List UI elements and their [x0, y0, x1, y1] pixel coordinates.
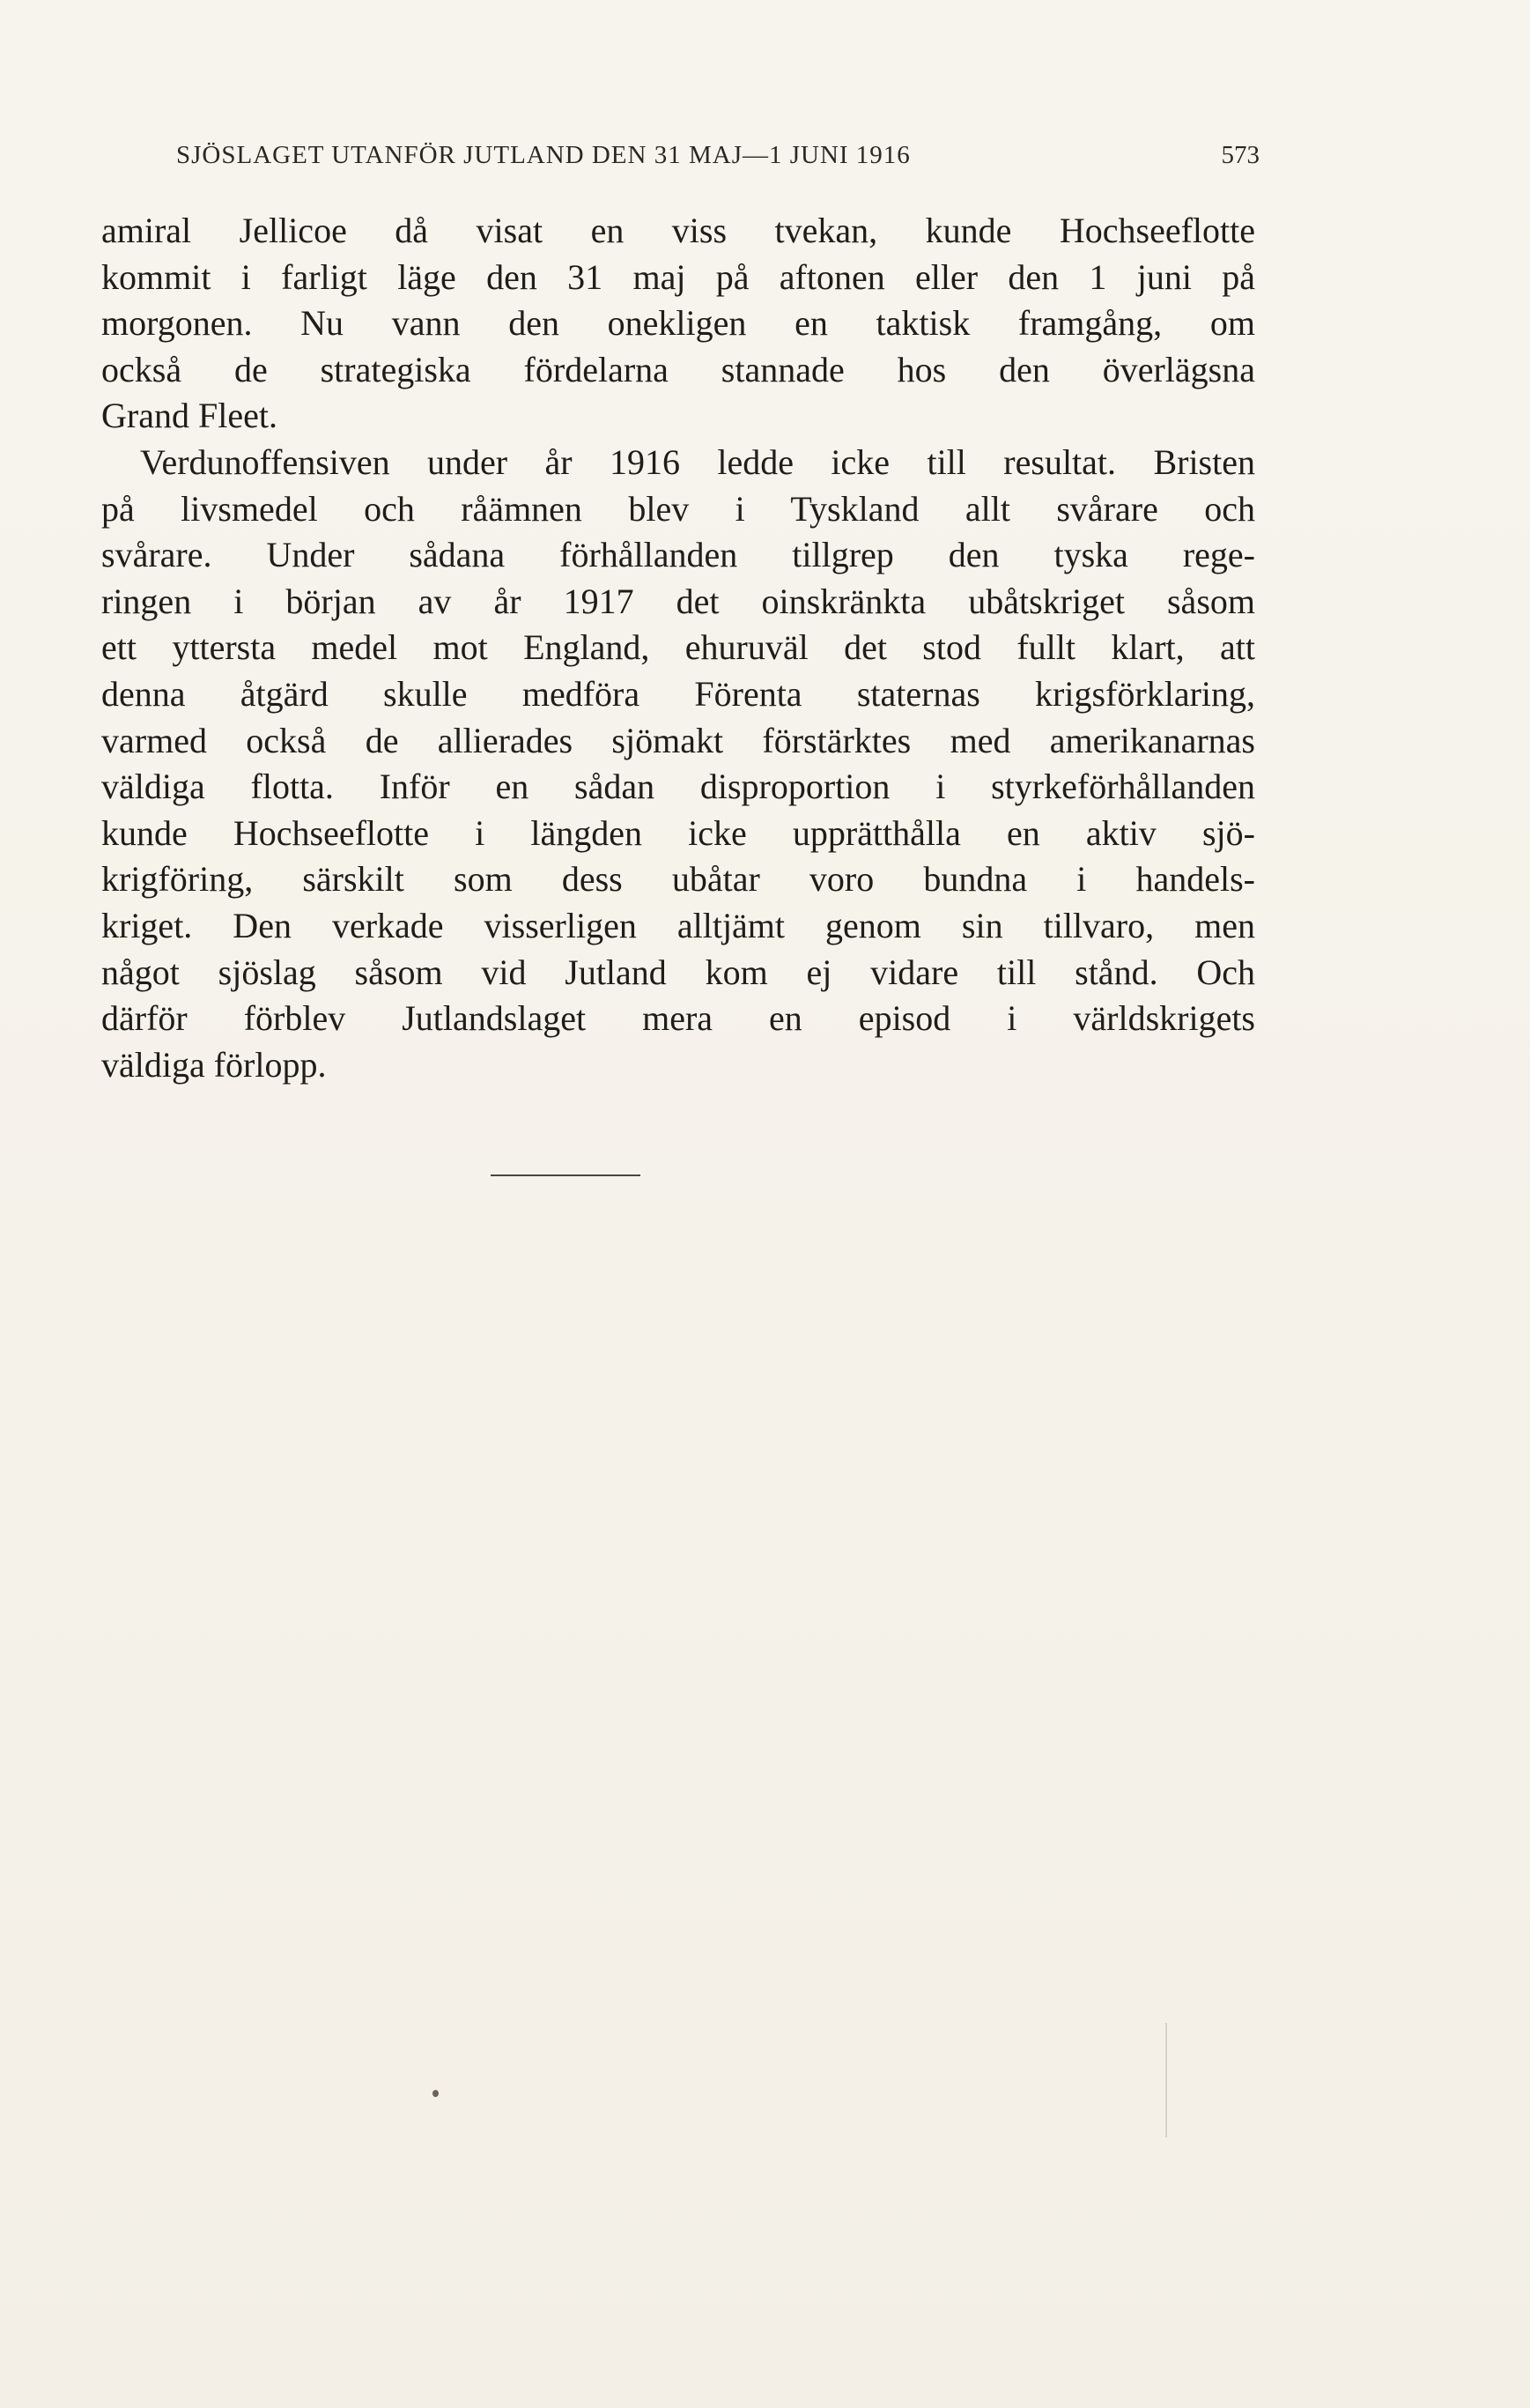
- text-line: något sjöslag såsom vid Jutland kom ej vidare till stånd. Och: [101, 952, 1255, 992]
- body-text: [101, 208, 1255, 1088]
- text-line: ringen i början av år 1917 det oinskränkta ubåtskriget såsom: [101, 581, 1255, 621]
- text-line: därför förblev Jutlandslaget mera en episod i världskrigets: [101, 998, 1255, 1039]
- text-line: på livsmedel och råämnen blev i Tyskland allt svårare och: [101, 488, 1255, 529]
- text-line: kunde Hochseeflotte i längden icke upprätthålla en aktiv sjö-: [101, 812, 1255, 853]
- text-line: väldiga flotta. Inför en sådan disproportion i styrkeförhållanden: [101, 767, 1255, 807]
- text-line: kommit i farligt läge den 31 maj på aftonen eller den 1 juni på: [101, 256, 1255, 297]
- text-line: morgonen. Nu vann den onekligen en taktisk framgång, om: [101, 303, 1255, 344]
- text-line: kriget. Den verkade visserligen alltjämt genom sin tillvaro, men: [101, 905, 1255, 945]
- text-line: denna åtgärd skulle medföra Förenta staternas krigsförklaring,: [101, 673, 1255, 714]
- text-line: svårare. Under sådana förhållanden tillgrep den tyska rege-: [101, 535, 1255, 575]
- page-number: 573: [1221, 141, 1260, 169]
- paper-crease: [1165, 2023, 1167, 2138]
- text-line: amiral Jellicoe då visat en viss tvekan, kunde Hochseeflotte: [101, 211, 1255, 250]
- text-line: ett yttersta medel mot England, ehuruväl det stod fullt klart, att: [101, 627, 1255, 668]
- section-end-rule: [491, 1174, 640, 1176]
- text-line: varmed också de allierades sjömakt förstärktes med amerikanarnas: [101, 720, 1255, 760]
- text-line: också de strategiska fördelarna stannade hos den överlägsna: [101, 349, 1255, 389]
- running-head: [176, 141, 1260, 170]
- text-line: Verdunoffensiven under år 1916 ledde icke till resultat. Bristen: [140, 441, 1255, 482]
- text-line: krigföring, särskilt som dess ubåtar voro bundna i handels-: [101, 859, 1255, 900]
- text-line: väldiga förlopp.: [101, 1044, 327, 1085]
- running-title: SJÖSLAGET UTANFÖR JUTLAND DEN 31 MAJ—1 JUNI 1916: [176, 141, 911, 169]
- paper-speck: [432, 2090, 439, 2097]
- text-line: Grand Fleet.: [101, 396, 277, 436]
